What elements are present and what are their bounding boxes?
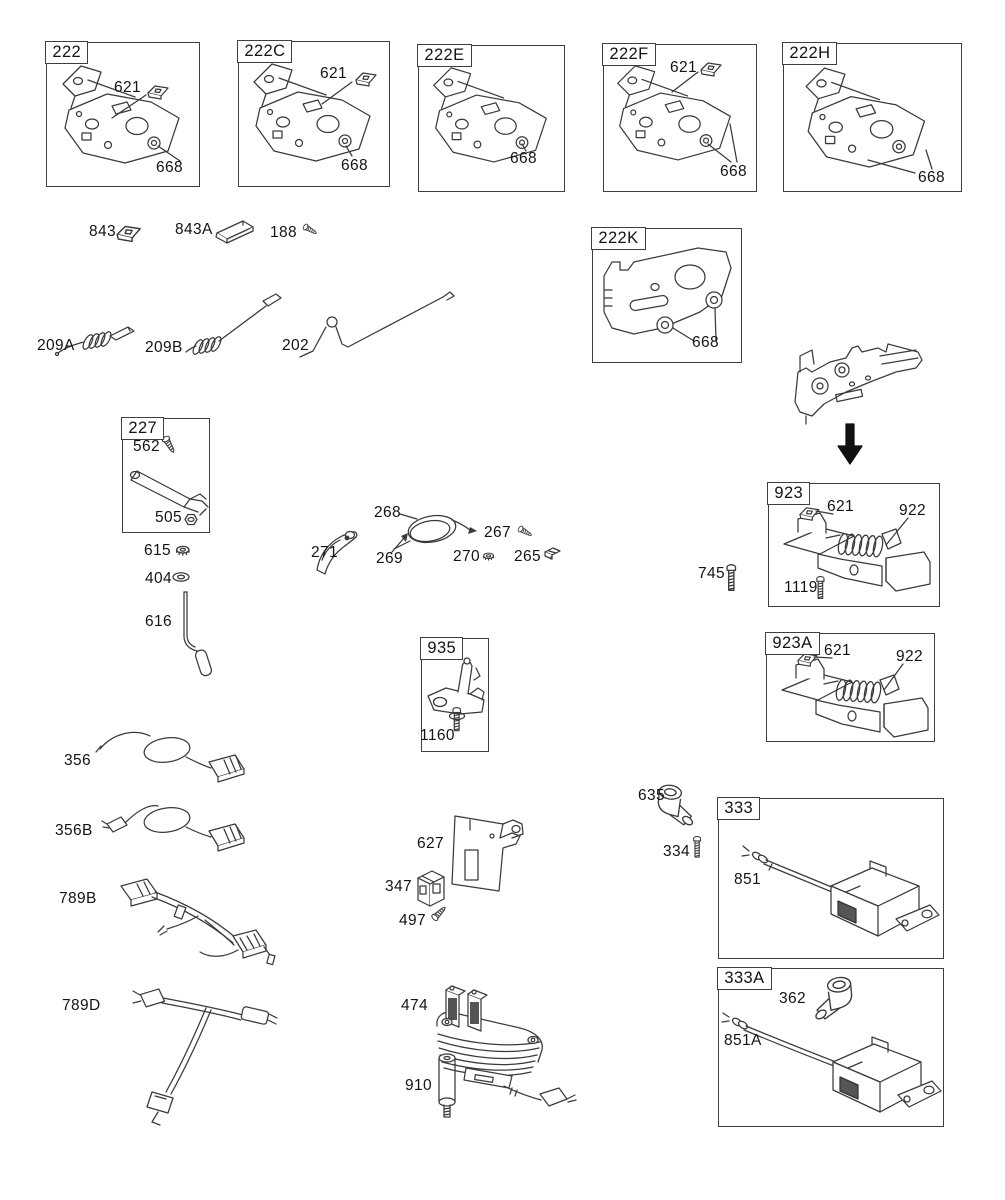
plate-drawing-627: [452, 816, 523, 891]
callout-267: 267: [484, 524, 512, 541]
group-label-333a: 333A: [717, 967, 771, 990]
callout-222e-668: 668: [510, 150, 538, 167]
callout-745: 745: [698, 565, 726, 582]
callout-271: 271: [311, 544, 339, 561]
wire-drawing-356b: [102, 805, 244, 851]
callout-333a-362: 362: [779, 990, 807, 1007]
callout-209a: 209A: [37, 337, 75, 354]
callout-404: 404: [145, 570, 173, 587]
callout-227-562: 562: [133, 438, 161, 455]
callout-935-1160: 1160: [420, 727, 455, 744]
callout-923-922: 922: [899, 502, 927, 519]
screw-drawing-188: [302, 223, 318, 236]
group-label-222k: 222K: [591, 227, 645, 250]
callout-789b: 789B: [59, 890, 97, 907]
group-label-923a: 923A: [765, 632, 819, 655]
group-label-222: 222: [45, 41, 88, 64]
callout-222c-668: 668: [341, 157, 369, 174]
callout-265: 265: [514, 548, 542, 565]
callout-222-621: 621: [114, 79, 142, 96]
rod-drawing-202: [300, 292, 454, 357]
callout-222h-668: 668: [918, 169, 946, 186]
cable-loop-drawing-268: [392, 512, 477, 552]
callout-843a: 843A: [175, 221, 213, 238]
group-label-333: 333: [717, 797, 760, 820]
callout-923a-922: 922: [896, 648, 924, 665]
callout-188: 188: [270, 224, 298, 241]
callout-222c-621: 621: [320, 65, 348, 82]
wire-drawing-356: [96, 732, 244, 782]
callout-789d: 789D: [62, 997, 101, 1014]
nut-drawing-270: [484, 553, 494, 560]
group-label-222c: 222C: [237, 40, 292, 63]
callout-923-1119: 1119: [784, 579, 818, 596]
callout-347: 347: [385, 878, 413, 895]
washer-drawing-404: [173, 573, 189, 581]
cover-drawing-843a: [216, 221, 253, 243]
callout-615: 615: [144, 542, 172, 559]
nut-drawing-615: [177, 546, 189, 555]
harness-drawing-789d: [133, 988, 277, 1125]
switch-drawing-347: [418, 871, 444, 906]
harness-drawing-789b: [121, 879, 275, 965]
callout-270: 270: [453, 548, 481, 565]
group-label-923: 923: [767, 482, 810, 505]
callout-627: 627: [417, 835, 445, 852]
callout-356: 356: [64, 752, 92, 769]
callout-222k-668: 668: [692, 334, 720, 351]
callout-635: 635: [638, 787, 666, 804]
clip-drawing-843: [117, 226, 140, 241]
callout-227-505: 505: [155, 509, 183, 526]
screw-drawing-267: [517, 525, 533, 538]
callout-334: 334: [663, 843, 691, 860]
callout-222f-668: 668: [720, 163, 748, 180]
crank-rod-drawing-616: [184, 592, 213, 677]
group-label-222h: 222H: [782, 42, 837, 65]
callout-923-621: 621: [827, 498, 855, 515]
callout-202: 202: [282, 337, 310, 354]
bolt-drawing-745: [727, 565, 735, 590]
group-box-222k: [592, 228, 742, 363]
callout-222f-621: 621: [670, 59, 698, 76]
callout-616: 616: [145, 613, 173, 630]
down-arrow: [838, 424, 862, 464]
callout-268: 268: [374, 504, 402, 521]
callout-843: 843: [89, 223, 117, 240]
callout-209b: 209B: [145, 339, 183, 356]
armature-drawing-474: [437, 986, 576, 1106]
callout-222-668: 668: [156, 159, 184, 176]
callout-333a-851a: 851A: [724, 1032, 762, 1049]
spring-rod-drawing-209b: [186, 294, 281, 356]
group-label-935: 935: [420, 637, 463, 660]
group-box-222e: [418, 45, 565, 192]
callout-474: 474: [401, 997, 429, 1014]
group-label-222e: 222E: [417, 44, 471, 67]
callout-923a-621: 621: [824, 642, 852, 659]
bolt-drawing-334: [694, 836, 701, 857]
callout-497: 497: [399, 912, 427, 929]
callout-356b: 356B: [55, 822, 93, 839]
callout-910: 910: [405, 1077, 433, 1094]
group-label-222f: 222F: [602, 43, 655, 66]
callout-269: 269: [376, 550, 404, 567]
clip-drawing-265: [545, 548, 560, 559]
group-label-227: 227: [121, 417, 164, 440]
screw-drawing-497: [431, 905, 448, 922]
callout-333-851: 851: [734, 871, 762, 888]
control-bracket-drawing: [795, 344, 922, 424]
